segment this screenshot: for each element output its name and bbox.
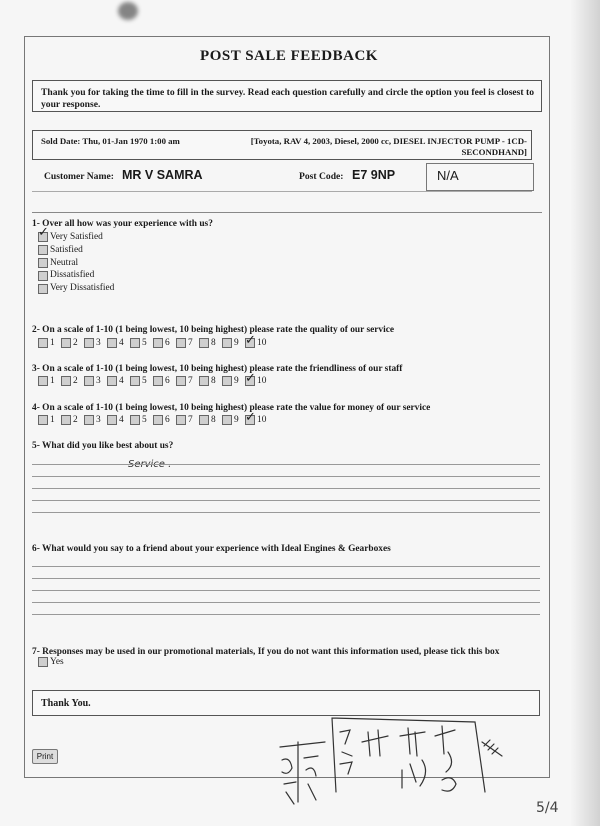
checkbox[interactable] [153,415,163,425]
scale-option[interactable] [84,376,107,386]
scale-label: 3 [96,338,101,348]
scale-option[interactable] [199,376,222,386]
option-label: Very Dissatisfied [50,283,115,294]
q7-option[interactable] [38,656,64,669]
tick-mark: ✓ [245,371,256,386]
checkbox[interactable] [38,376,48,386]
checkbox[interactable] [38,415,48,425]
option-label: Neutral [50,257,79,268]
question-4: 4- On a scale of 1-10 (1 being lowest, 10 being highest) please rate the value for money of our service [32,403,431,413]
scale-option[interactable] [222,415,245,425]
scale-label: 4 [119,338,124,348]
scale-option[interactable] [38,415,61,425]
scribble-mark [400,728,425,756]
page-edge-shadow [570,0,600,826]
extra-field [426,163,534,191]
checkbox[interactable] [38,225,49,242]
form-title: POST SALE FEEDBACK [200,48,378,64]
question-7: 7- Responses may be used in our promotional materials, If you do not want this information used, please tick this box [32,647,500,657]
handwritten-scribbles [270,712,520,812]
scale-label: 9 [234,376,239,386]
product-description [237,136,527,158]
scale-label: 5 [142,338,147,348]
scale-option[interactable] [130,376,153,386]
scribble-mark [362,730,388,756]
intro-text: Thank you for taking the time to fill in the survey. Read each question carefully and circle the option you feel is closest to your response. [41,87,535,110]
page-corner-mark: 5/4 [536,800,559,816]
q7-options [38,656,64,669]
checkbox[interactable] [222,338,232,348]
scale-option[interactable] [199,415,222,425]
tick-mark: ✓ [245,410,256,425]
tick-mark: ✓ [38,225,49,241]
checkbox[interactable] [84,415,94,425]
scribble-mark [435,726,455,772]
scale-option[interactable] [153,415,176,425]
checkbox[interactable] [38,657,48,667]
scale-label: 10 [257,415,267,425]
scribble-mark [340,730,352,774]
scale-label: 8 [211,338,216,348]
checkbox[interactable] [38,245,48,255]
scale-option[interactable] [38,376,61,386]
question-5: 5- What did you like best about us? [32,441,174,451]
scale-label: 5 [142,415,147,425]
checkbox[interactable] [245,410,256,425]
checkbox[interactable] [61,376,71,386]
checkbox[interactable] [222,415,232,425]
postcode-value: E7 9NP [352,168,396,182]
q6-answer-lines[interactable] [32,566,540,626]
scale-label: 9 [234,415,239,425]
scale-option[interactable] [245,371,268,386]
checkbox[interactable] [130,376,140,386]
checkbox[interactable] [107,338,117,348]
postcode-label: Post Code: [299,171,344,182]
checkbox[interactable] [84,338,94,348]
scale-label: 7 [188,376,193,386]
scale-label: 2 [73,338,78,348]
intro-box [32,80,542,112]
scale-label: 7 [188,415,193,425]
checkbox[interactable] [38,258,48,268]
scale-option[interactable] [84,338,107,348]
scribble-mark [282,759,296,804]
scale-option[interactable] [107,415,130,425]
product-line-1: [Toyota, RAV 4, 2003, Diesel, 2000 cc, DIESEL INJECTOR PUMP - 1CD- [250,136,527,146]
scale-option[interactable] [84,415,107,425]
scale-option[interactable] [130,415,153,425]
scale-label: 6 [165,415,170,425]
scale-label: 4 [119,376,124,386]
scale-option[interactable] [245,333,268,348]
customer-name-value: MR V SAMRA [122,168,203,182]
checkbox[interactable] [245,371,256,386]
option-label: Very Satisfied [50,232,103,242]
scribble-mark [442,778,456,791]
checkbox[interactable] [199,415,209,425]
extra-field-value: N/A [437,168,459,183]
checkbox[interactable] [153,376,163,386]
checkbox[interactable] [130,415,140,425]
scale-option[interactable] [245,410,268,425]
q1-option[interactable] [38,225,114,244]
scale-label: 2 [73,415,78,425]
checkbox[interactable] [176,376,186,386]
checkbox[interactable] [176,415,186,425]
option-label: Satisfied [50,244,83,255]
thank-you-text: Thank You. [41,698,91,709]
checkbox[interactable] [153,338,163,348]
scale-label: 10 [257,376,267,386]
scale-label: 3 [96,376,101,386]
checkbox[interactable] [61,338,71,348]
option-label: Dissatisfied [50,270,95,281]
scale-option[interactable] [153,376,176,386]
question-3: 3- On a scale of 1-10 (1 being lowest, 10 being highest) please rate the friendliness of our staff [32,364,403,374]
scale-option[interactable] [153,338,176,348]
q1-options [38,225,115,295]
scale-label: 6 [165,376,170,386]
scale-label: 5 [142,376,147,386]
section-divider [32,212,542,213]
sale-details-box [32,130,532,160]
scale-option[interactable] [38,338,61,348]
option-label: Yes [50,657,64,667]
scale-label: 8 [211,376,216,386]
scale-option[interactable] [176,338,199,348]
scribble-mark [402,760,426,788]
checkbox[interactable] [130,338,140,348]
q3-scale [38,371,268,386]
question-1: 1- Over all how was your experience with us? [32,219,213,229]
scale-label: 3 [96,415,101,425]
q4-scale [38,410,268,425]
scale-option[interactable] [61,415,84,425]
scale-option[interactable] [176,376,199,386]
scale-option[interactable] [61,376,84,386]
checkbox[interactable] [38,271,48,281]
scribble-mark [482,740,502,756]
scale-option[interactable] [199,338,222,348]
question-2: 2- On a scale of 1-10 (1 being lowest, 10 being highest) please rate the quality of our service [32,325,395,335]
scale-option[interactable] [222,376,245,386]
q1-option[interactable] [38,244,114,257]
q1-option[interactable] [38,282,114,295]
checkbox[interactable] [84,376,94,386]
print-button[interactable]: Print [32,749,58,764]
checkbox[interactable] [199,338,209,348]
q2-scale [38,333,268,348]
scale-option[interactable] [107,338,130,348]
scale-option[interactable] [222,338,245,348]
checkbox[interactable] [107,415,117,425]
scale-option[interactable] [61,338,84,348]
checkbox[interactable] [38,284,48,294]
checkbox[interactable] [245,333,256,348]
scale-label: 7 [188,338,193,348]
scale-option[interactable] [130,338,153,348]
checkbox[interactable] [222,376,232,386]
customer-name-label: Customer Name: [44,171,114,182]
scale-label: 1 [50,338,55,348]
scale-label: 10 [257,338,267,348]
question-6: 6- What would you say to a friend about your experience with Ideal Engines & Gearboxes [32,544,391,554]
tick-mark: ✓ [245,333,256,348]
q1-option[interactable] [38,257,114,270]
scale-option[interactable] [107,376,130,386]
sold-date: Sold Date: Thu, 01-Jan 1970 1:00 am [41,136,180,146]
scribble-mark [304,756,318,800]
scale-label: 8 [211,415,216,425]
scale-label: 6 [165,338,170,348]
scale-label: 1 [50,376,55,386]
checkbox[interactable] [107,376,117,386]
scale-label: 4 [119,415,124,425]
scale-label: 9 [234,338,239,348]
scan-smudge [118,2,138,20]
q1-option[interactable] [38,269,114,282]
checkbox[interactable] [38,338,48,348]
scale-label: 1 [50,415,55,425]
q5-answer-lines[interactable] [32,464,540,524]
checkbox[interactable] [176,338,186,348]
checkbox[interactable] [199,376,209,386]
product-line-2: SECONDHAND] [461,147,527,157]
scale-label: 2 [73,376,78,386]
scale-option[interactable] [176,415,199,425]
checkbox[interactable] [61,415,71,425]
